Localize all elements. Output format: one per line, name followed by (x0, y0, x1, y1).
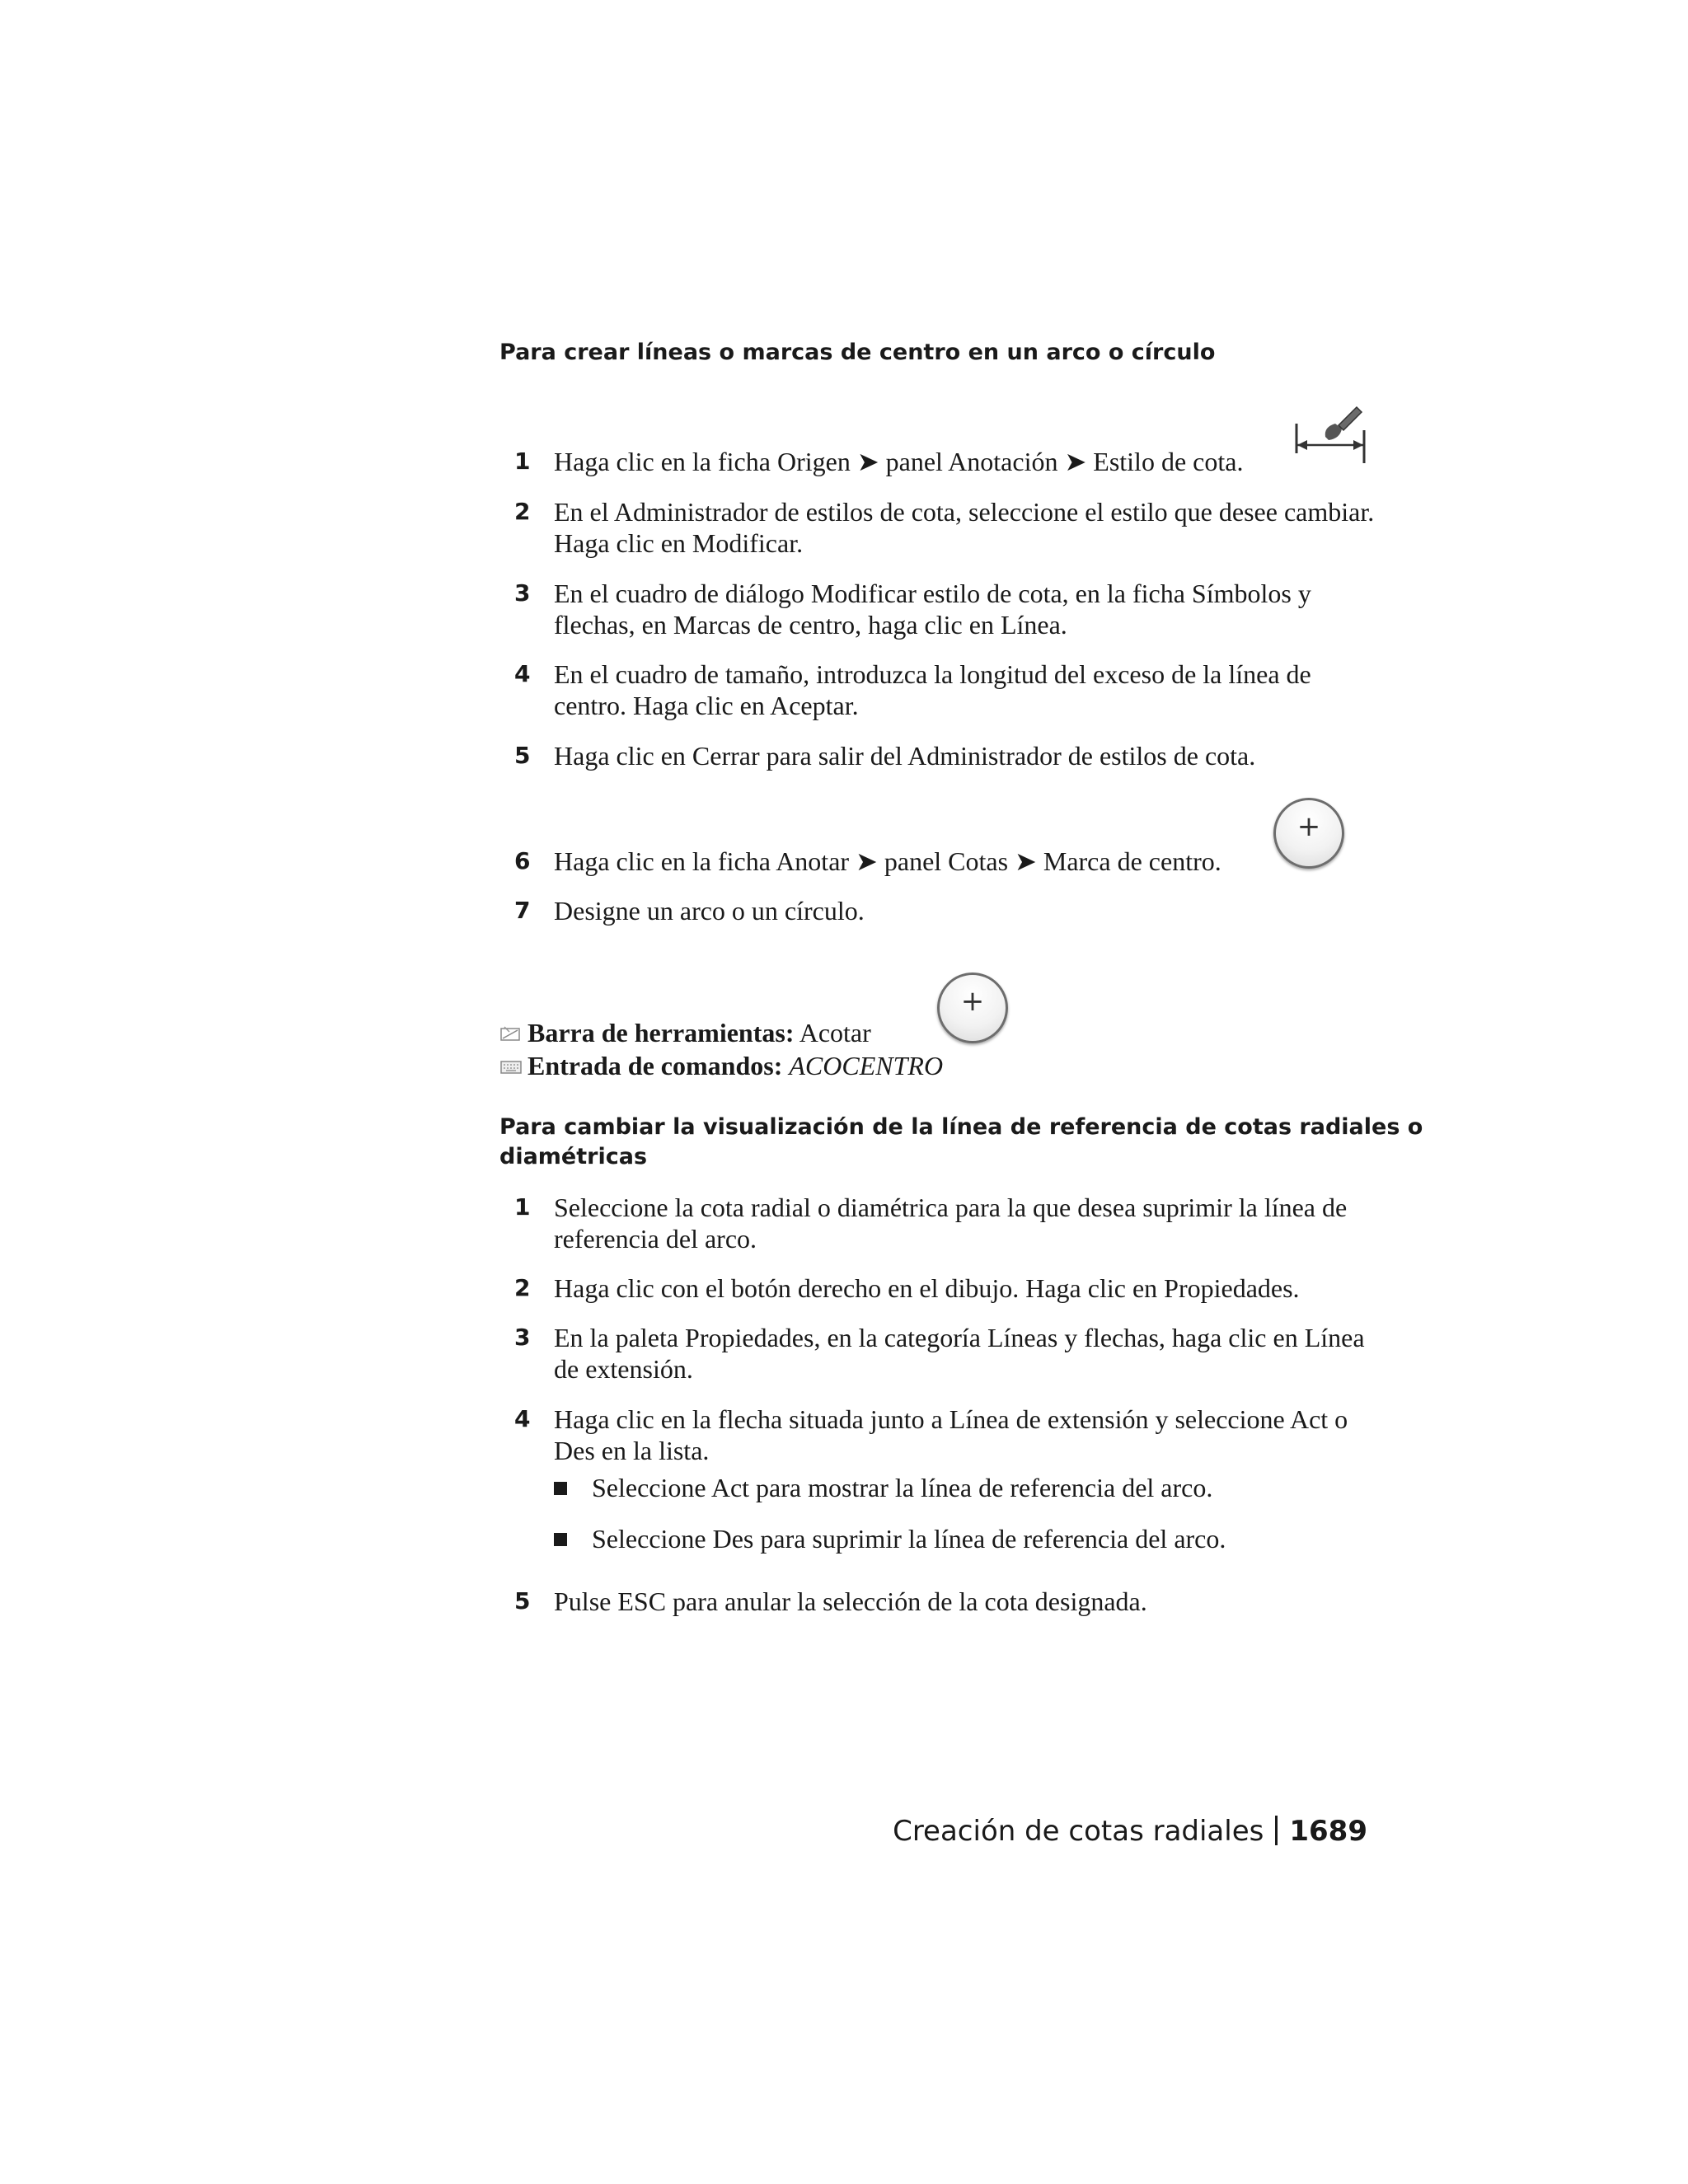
step-text: Haga clic en la ficha Anotar ➤ panel Cotas ➤ Marca de centro. (554, 846, 1221, 876)
section-heading: Para crear líneas o marcas de centro en un arco o círculo (499, 340, 1216, 365)
step-text: Haga clic en la flecha situada junto a Línea de extensión y seleccione Act o Des en la lista. (554, 1404, 1348, 1465)
toolbar-reference (499, 1016, 871, 1049)
step-number: 6 (514, 847, 531, 874)
bullet-square-icon (554, 1482, 567, 1495)
page-number: 1689 (1289, 1815, 1367, 1848)
step-number: 2 (514, 1274, 531, 1301)
plus-icon: + (960, 985, 985, 1018)
step-number: 1 (514, 1193, 531, 1221)
step-text: En el Administrador de estilos de cota, seleccione el estilo que desee cambiar. Haga clic en Modificar. (554, 497, 1375, 558)
bullet-text: Seleccione Des para suprimir la línea de referencia del arco. (592, 1524, 1226, 1554)
step-number: 3 (514, 579, 531, 607)
step-text: Haga clic en Cerrar para salir del Administrador de estilos de cota. (554, 741, 1256, 771)
bullet-square-icon (554, 1533, 567, 1546)
center-mark-icon (937, 972, 1008, 1043)
page-footer (893, 1813, 1367, 1849)
step-number: 4 (514, 1405, 531, 1432)
step-text: En el cuadro de diálogo Modificar estilo de cota, en la ficha Símbolos y flechas, en Marcas de centro, haga clic en Línea. (554, 579, 1311, 640)
step-number: 2 (514, 498, 531, 525)
step-text: Designe un arco o un círculo. (554, 896, 865, 926)
command-value: ACOCENTRO (789, 1051, 944, 1080)
bullet-text: Seleccione Act para mostrar la línea de referencia del arco. (592, 1473, 1213, 1502)
command-reference (499, 1049, 943, 1082)
step-number: 7 (514, 897, 531, 924)
toolbar-value: Acotar (799, 1018, 871, 1047)
step-text: Seleccione la cota radial o diamétrica para la que desea suprimir la línea de referencia del arco. (554, 1193, 1348, 1254)
step-text: En el cuadro de tamaño, introduzca la longitud del exceso de la línea de centro. Haga clic en Aceptar. (554, 659, 1311, 720)
plus-icon: + (1296, 810, 1321, 843)
toolbar-label: Barra de herramientas: (528, 1018, 795, 1047)
step-number: 5 (514, 1587, 531, 1615)
chapter-title: Creación de cotas radiales (893, 1815, 1264, 1848)
step-text: Pulse ESC para anular la selección de la cota designada. (554, 1586, 1147, 1616)
step-number: 1 (514, 448, 531, 475)
command-label: Entrada de comandos: (528, 1051, 783, 1080)
step-number: 5 (514, 742, 531, 769)
toolbar-icon (499, 1025, 523, 1043)
step-number: 3 (514, 1324, 531, 1351)
footer-divider (1275, 1816, 1278, 1845)
step-text: En la paleta Propiedades, en la categoría Líneas y flechas, haga clic en Línea de extensión. (554, 1323, 1365, 1384)
section-heading-line: Para cambiar la visualización de la línea de referencia de cotas radiales o (499, 1114, 1423, 1140)
keyboard-icon (499, 1058, 523, 1076)
section-heading-line: diamétricas (499, 1144, 648, 1169)
step-text: Haga clic con el botón derecho en el dibujo. Haga clic en Propiedades. (554, 1273, 1300, 1303)
step-number: 4 (514, 660, 531, 687)
section-heading (499, 1113, 1423, 1172)
step-text: Haga clic en la ficha Origen ➤ panel Anotación ➤ Estilo de cota. (554, 447, 1244, 476)
